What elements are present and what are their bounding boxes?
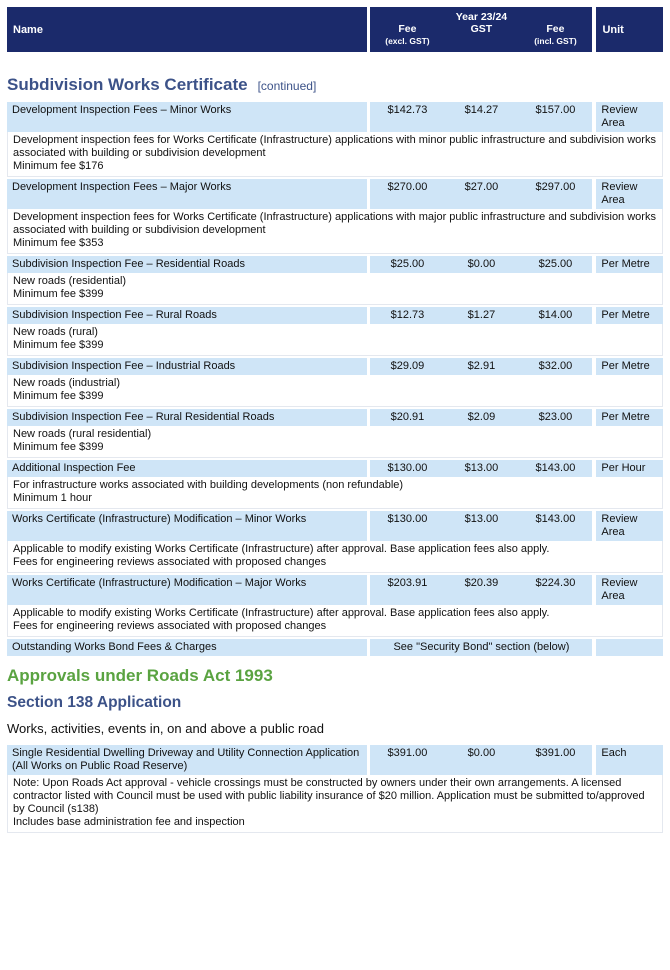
header-fee-excl: Fee (excl. GST) — [385, 23, 430, 46]
row-description — [7, 477, 663, 509]
continued-label: [continued] — [257, 79, 317, 93]
row-description — [7, 375, 663, 407]
table-row — [7, 460, 663, 477]
row-name: Subdivision Inspection Fee – Rural Roads — [7, 307, 367, 324]
row-unit: Review Area — [596, 102, 663, 132]
description-line: Applicable to modify existing Works Certificate (Infrastructure) after approval. Base application fees also apply. — [13, 607, 550, 619]
section-intro: Works, activities, events in, on and above a public road — [7, 721, 324, 736]
description-line: Minimum fee $399 — [13, 441, 104, 453]
description-line: New roads (residential) — [13, 275, 127, 287]
row-gst: $1.27 — [444, 307, 518, 324]
fee-schedule-page — [7, 7, 663, 833]
row-description — [7, 132, 663, 177]
table-row — [7, 307, 663, 324]
row-fee-incl: $224.30 — [518, 575, 592, 605]
row-description — [7, 775, 663, 833]
table-row — [7, 639, 663, 656]
header-gst: GST — [470, 23, 493, 35]
row-name: Subdivision Inspection Fee – Residential Roads — [7, 256, 367, 273]
row-description — [7, 273, 663, 305]
row-fee-incl: $143.00 — [518, 460, 592, 477]
description-line: Minimum fee $399 — [13, 339, 104, 351]
row-unit: Review Area — [596, 179, 663, 209]
row-description — [7, 541, 663, 573]
row-gst: $13.00 — [444, 460, 518, 477]
header-unit: Unit — [596, 7, 663, 52]
row-unit: Per Metre — [596, 358, 663, 375]
table-header — [7, 7, 663, 52]
row-fee-excl: $142.73 — [370, 102, 444, 132]
row-name: Additional Inspection Fee — [7, 460, 367, 477]
header-name: Name — [7, 7, 367, 52]
row-fee-excl: $391.00 — [370, 745, 444, 775]
description-line: Minimum fee $176 — [13, 160, 104, 172]
row-name: Subdivision Inspection Fee – Industrial Roads — [7, 358, 367, 375]
fee-table — [7, 102, 663, 637]
row-gst: $14.27 — [444, 102, 518, 132]
description-line: New roads (rural residential) — [13, 428, 152, 440]
row-description — [7, 605, 663, 637]
header-year-group — [370, 7, 592, 52]
row-gst: $0.00 — [444, 256, 518, 273]
subsection-title: Section 138 Application — [7, 694, 182, 711]
row-name: Subdivision Inspection Fee – Rural Residential Roads — [7, 409, 367, 426]
description-line: Fees for engineering reviews associated with proposed changes — [13, 620, 327, 632]
row-gst: $13.00 — [444, 511, 518, 541]
table-row — [7, 511, 663, 541]
description-line: New roads (industrial) — [13, 377, 120, 389]
row-unit: Per Metre — [596, 256, 663, 273]
description-line: Minimum 1 hour — [13, 492, 92, 504]
row-gst: $2.91 — [444, 358, 518, 375]
description-line: Development inspection fees for Works Certificate (Infrastructure) applications with major public infrastructure and subdivision works associated with building or subdivision development — [13, 211, 656, 236]
row-description — [7, 209, 663, 254]
row-fee-excl: $12.73 — [370, 307, 444, 324]
description-line: Minimum fee $353 — [13, 237, 104, 249]
row-unit: Review Area — [596, 511, 663, 541]
row-name: Single Residential Dwelling Driveway and Utility Connection Application (All Works on Public Road Reserve) — [7, 745, 367, 775]
row-fee-excl: $20.91 — [370, 409, 444, 426]
row-fee-incl: $25.00 — [518, 256, 592, 273]
row-unit: Review Area — [596, 575, 663, 605]
table-row — [7, 575, 663, 605]
description-line: Minimum fee $399 — [13, 288, 104, 300]
description-line: New roads (rural) — [13, 326, 98, 338]
row-name: Development Inspection Fees – Major Works — [7, 179, 367, 209]
row-gst: $2.09 — [444, 409, 518, 426]
row-description — [7, 426, 663, 458]
row-fee-excl: $130.00 — [370, 460, 444, 477]
description-line: Development inspection fees for Works Certificate (Infrastructure) applications with minor public infrastructure and subdivision works associated with building or subdivision development — [13, 134, 656, 159]
table-row — [7, 179, 663, 209]
row-fee-excl: $270.00 — [370, 179, 444, 209]
row-unit — [596, 639, 663, 656]
row-unit: Per Metre — [596, 307, 663, 324]
row-name: Works Certificate (Infrastructure) Modification – Minor Works — [7, 511, 367, 541]
row-name: Development Inspection Fees – Minor Works — [7, 102, 367, 132]
row-fee-excl: $203.91 — [370, 575, 444, 605]
description-line: Note: Upon Roads Act approval - vehicle crossings must be constructed by owners under their own arrangements. A licensed contractor listed with Council must be used with public liability insurance of $20 million. Application must be submitted to/approved by Council (s138) — [13, 777, 645, 815]
section-title-roads-act: Approvals under Roads Act 1993 — [7, 666, 273, 685]
row-fee-incl: $32.00 — [518, 358, 592, 375]
row-unit: Per Hour — [596, 460, 663, 477]
table-row — [7, 745, 663, 775]
row-fee-incl: $391.00 — [518, 745, 592, 775]
row-gst: $0.00 — [444, 745, 518, 775]
table-row — [7, 102, 663, 132]
row-fee-incl: $157.00 — [518, 102, 592, 132]
section-title: Subdivision Works Certificate [continued] — [7, 75, 317, 94]
row-fee-excl: $130.00 — [370, 511, 444, 541]
header-fee-incl: Fee (incl. GST) — [534, 23, 577, 46]
row-fee-incl: $23.00 — [518, 409, 592, 426]
row-fee-excl: $29.09 — [370, 358, 444, 375]
row-fee-incl: $143.00 — [518, 511, 592, 541]
row-name: Outstanding Works Bond Fees & Charges — [7, 639, 367, 656]
row-gst: $20.39 — [444, 575, 518, 605]
row-description — [7, 324, 663, 356]
row-unit: Per Metre — [596, 409, 663, 426]
description-line: For infrastructure works associated with building developments (non refundable) — [13, 479, 404, 491]
description-line: Fees for engineering reviews associated with proposed changes — [13, 556, 327, 568]
row-gst: $27.00 — [444, 179, 518, 209]
row-unit: Each — [596, 745, 663, 775]
table-row — [7, 358, 663, 375]
row-fee-excl: $25.00 — [370, 256, 444, 273]
row-fee-incl: $297.00 — [518, 179, 592, 209]
description-line: Includes base administration fee and inspection — [13, 816, 245, 828]
row-fee-incl: $14.00 — [518, 307, 592, 324]
bond-note: See "Security Bond" section (below) — [393, 641, 570, 653]
header-year: Year 23/24 — [455, 11, 508, 23]
description-line: Minimum fee $399 — [13, 390, 104, 402]
description-line: Applicable to modify existing Works Certificate (Infrastructure) after approval. Base application fees also apply. — [13, 543, 550, 555]
row-name: Works Certificate (Infrastructure) Modification – Major Works — [7, 575, 367, 605]
table-row — [7, 409, 663, 426]
table-row — [7, 256, 663, 273]
